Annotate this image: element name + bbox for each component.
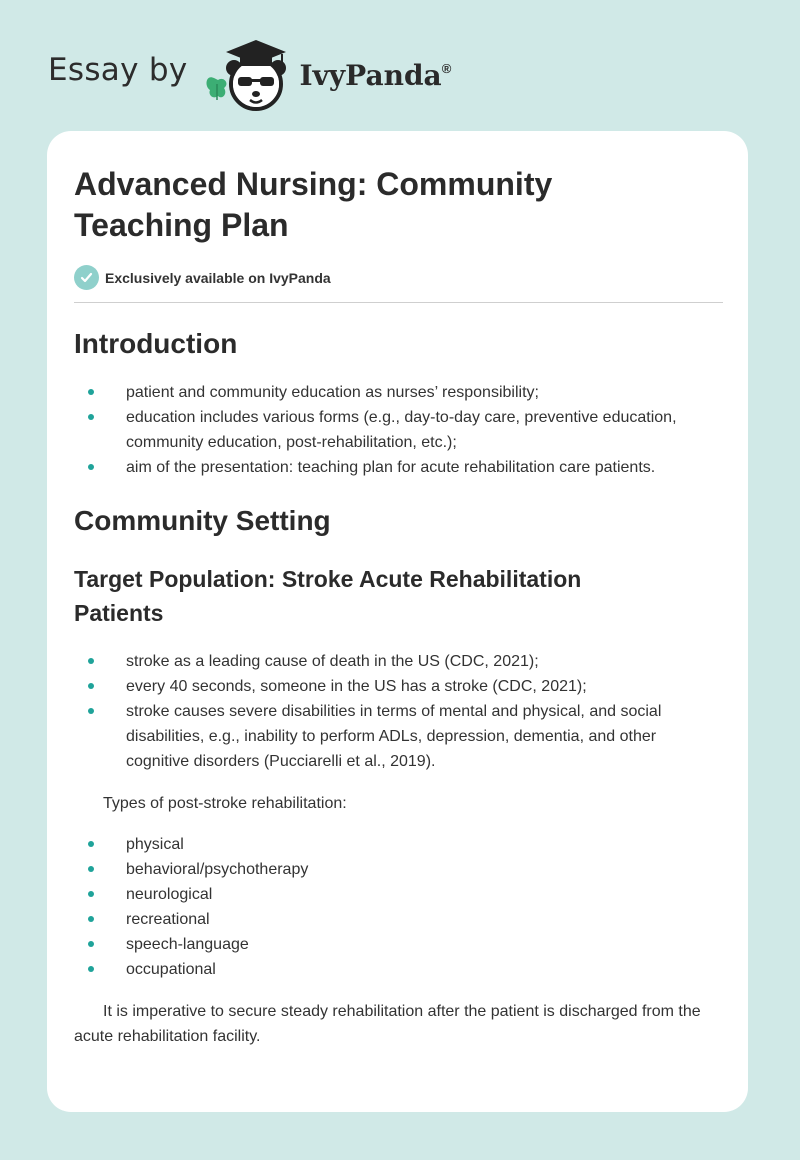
section-heading-community-setting: Community Setting — [74, 505, 331, 536]
rehab-types-list — [74, 832, 722, 982]
article-card — [47, 131, 748, 1112]
types-intro: Types of post-stroke rehabilitation: — [103, 795, 347, 812]
bullet-icon — [88, 891, 94, 897]
brand-name[interactable]: IvyPanda® — [299, 58, 452, 92]
bullet-icon — [88, 941, 94, 947]
bullet-icon — [88, 841, 94, 847]
divider — [74, 302, 723, 303]
bullet-icon — [88, 708, 94, 714]
exclusive-badge — [74, 264, 722, 291]
list-item: neurological — [74, 882, 722, 907]
list-item: behavioral/psychotherapy — [74, 857, 722, 882]
bullet-icon — [88, 658, 94, 664]
list-item: stroke as a leading cause of death in the US (CDC, 2021); — [74, 649, 722, 674]
bullet-icon — [88, 966, 94, 972]
list-item: every 40 seconds, someone in the US has a stroke (CDC, 2021); — [74, 674, 722, 699]
target-population-list — [74, 649, 722, 774]
check-icon — [74, 265, 99, 290]
essay-by-label: Essay by — [48, 52, 188, 88]
article-title: Advanced Nursing: Community Teaching Plan — [74, 166, 553, 243]
site-header — [48, 34, 568, 114]
bullet-icon — [88, 916, 94, 922]
list-item: physical — [74, 832, 722, 857]
list-item: aim of the presentation: teaching plan for acute rehabilitation care patients. — [74, 455, 722, 480]
bullet-icon — [88, 683, 94, 689]
introduction-list — [74, 380, 722, 480]
list-item: occupational — [74, 957, 722, 982]
section-heading-introduction: Introduction — [74, 328, 238, 359]
list-item: speech-language — [74, 932, 722, 957]
exclusive-label: Exclusively available on IvyPanda — [105, 269, 331, 286]
bullet-icon — [88, 866, 94, 872]
list-item: stroke causes severe disabilities in terms of mental and physical, and social disabilities, e.g., inability to perform ADLs, depression, dementia, and other cognitive disorders (Pucciarelli et al., 2019). — [74, 699, 722, 774]
bullet-icon — [88, 389, 94, 395]
conclusion-paragraph: It is imperative to secure steady rehabilitation after the patient is discharged from the acute rehabilitation facility. — [74, 1003, 701, 1045]
bullet-icon — [88, 414, 94, 420]
list-item: education includes various forms (e.g., day-to-day care, preventive education, community education, post-rehabilitation, etc.); — [74, 405, 722, 455]
section-heading-target-population: Target Population: Stroke Acute Rehabilitation Patients — [74, 566, 582, 626]
list-item: recreational — [74, 907, 722, 932]
list-item: patient and community education as nurses’ responsibility; — [74, 380, 722, 405]
bullet-icon — [88, 464, 94, 470]
panda-logo-icon[interactable] — [200, 34, 296, 114]
